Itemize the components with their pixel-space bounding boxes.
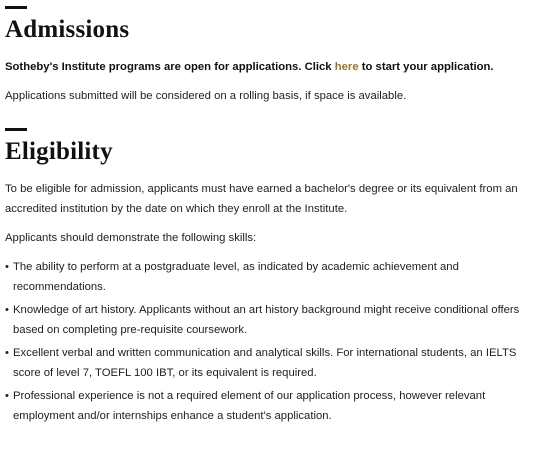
skills-intro: Applicants should demonstrate the following skills: [5, 232, 257, 244]
bullet: • [5, 347, 9, 359]
eligibility-intro: To be eligible for admission, applicants must have earned a bachelor's degree or its equivalent from an accredited institution by the date on which they enroll at the Institute. [5, 183, 518, 215]
admissions-heading: Admissions [5, 16, 130, 43]
eligibility-heading: Eligibility [5, 138, 113, 165]
list-item [5, 300, 531, 340]
page-content [5, 0, 531, 426]
applications-open-text-after: to start your application. [358, 61, 494, 73]
section-rule [5, 128, 27, 131]
bullet: • [5, 261, 9, 273]
eligibility-section [5, 128, 531, 426]
list-item [5, 343, 531, 383]
list-item-text: Professional experience is not a required element of our application process, however relevant employment and/or internships enhance a student's application. [13, 390, 486, 422]
list-item-text: Knowledge of art history. Applicants without an art history background might receive conditional offers based on completing pre-requisite coursework. [13, 304, 520, 336]
apply-here-link[interactable]: here [334, 61, 359, 73]
applications-open-text-before: Sotheby's Institute programs are open for applications. Click [5, 61, 335, 73]
bullet: • [5, 304, 9, 316]
list-item [5, 386, 531, 426]
bullet: • [5, 390, 9, 402]
applications-open-text [5, 57, 531, 77]
rolling-basis-text: Applications submitted will be considered on a rolling basis, if space is available. [5, 90, 407, 102]
list-item-text: The ability to perform at a postgraduate level, as indicated by academic achievement and recommendations. [13, 261, 459, 293]
skills-list [5, 257, 531, 426]
list-item [5, 257, 531, 297]
list-item-text: Excellent verbal and written communication and analytical skills. For international students, an IELTS score of level 7, TOEFL 100 IBT, or its equivalent is required. [13, 347, 517, 379]
admissions-section [5, 6, 531, 106]
section-rule [5, 6, 27, 9]
